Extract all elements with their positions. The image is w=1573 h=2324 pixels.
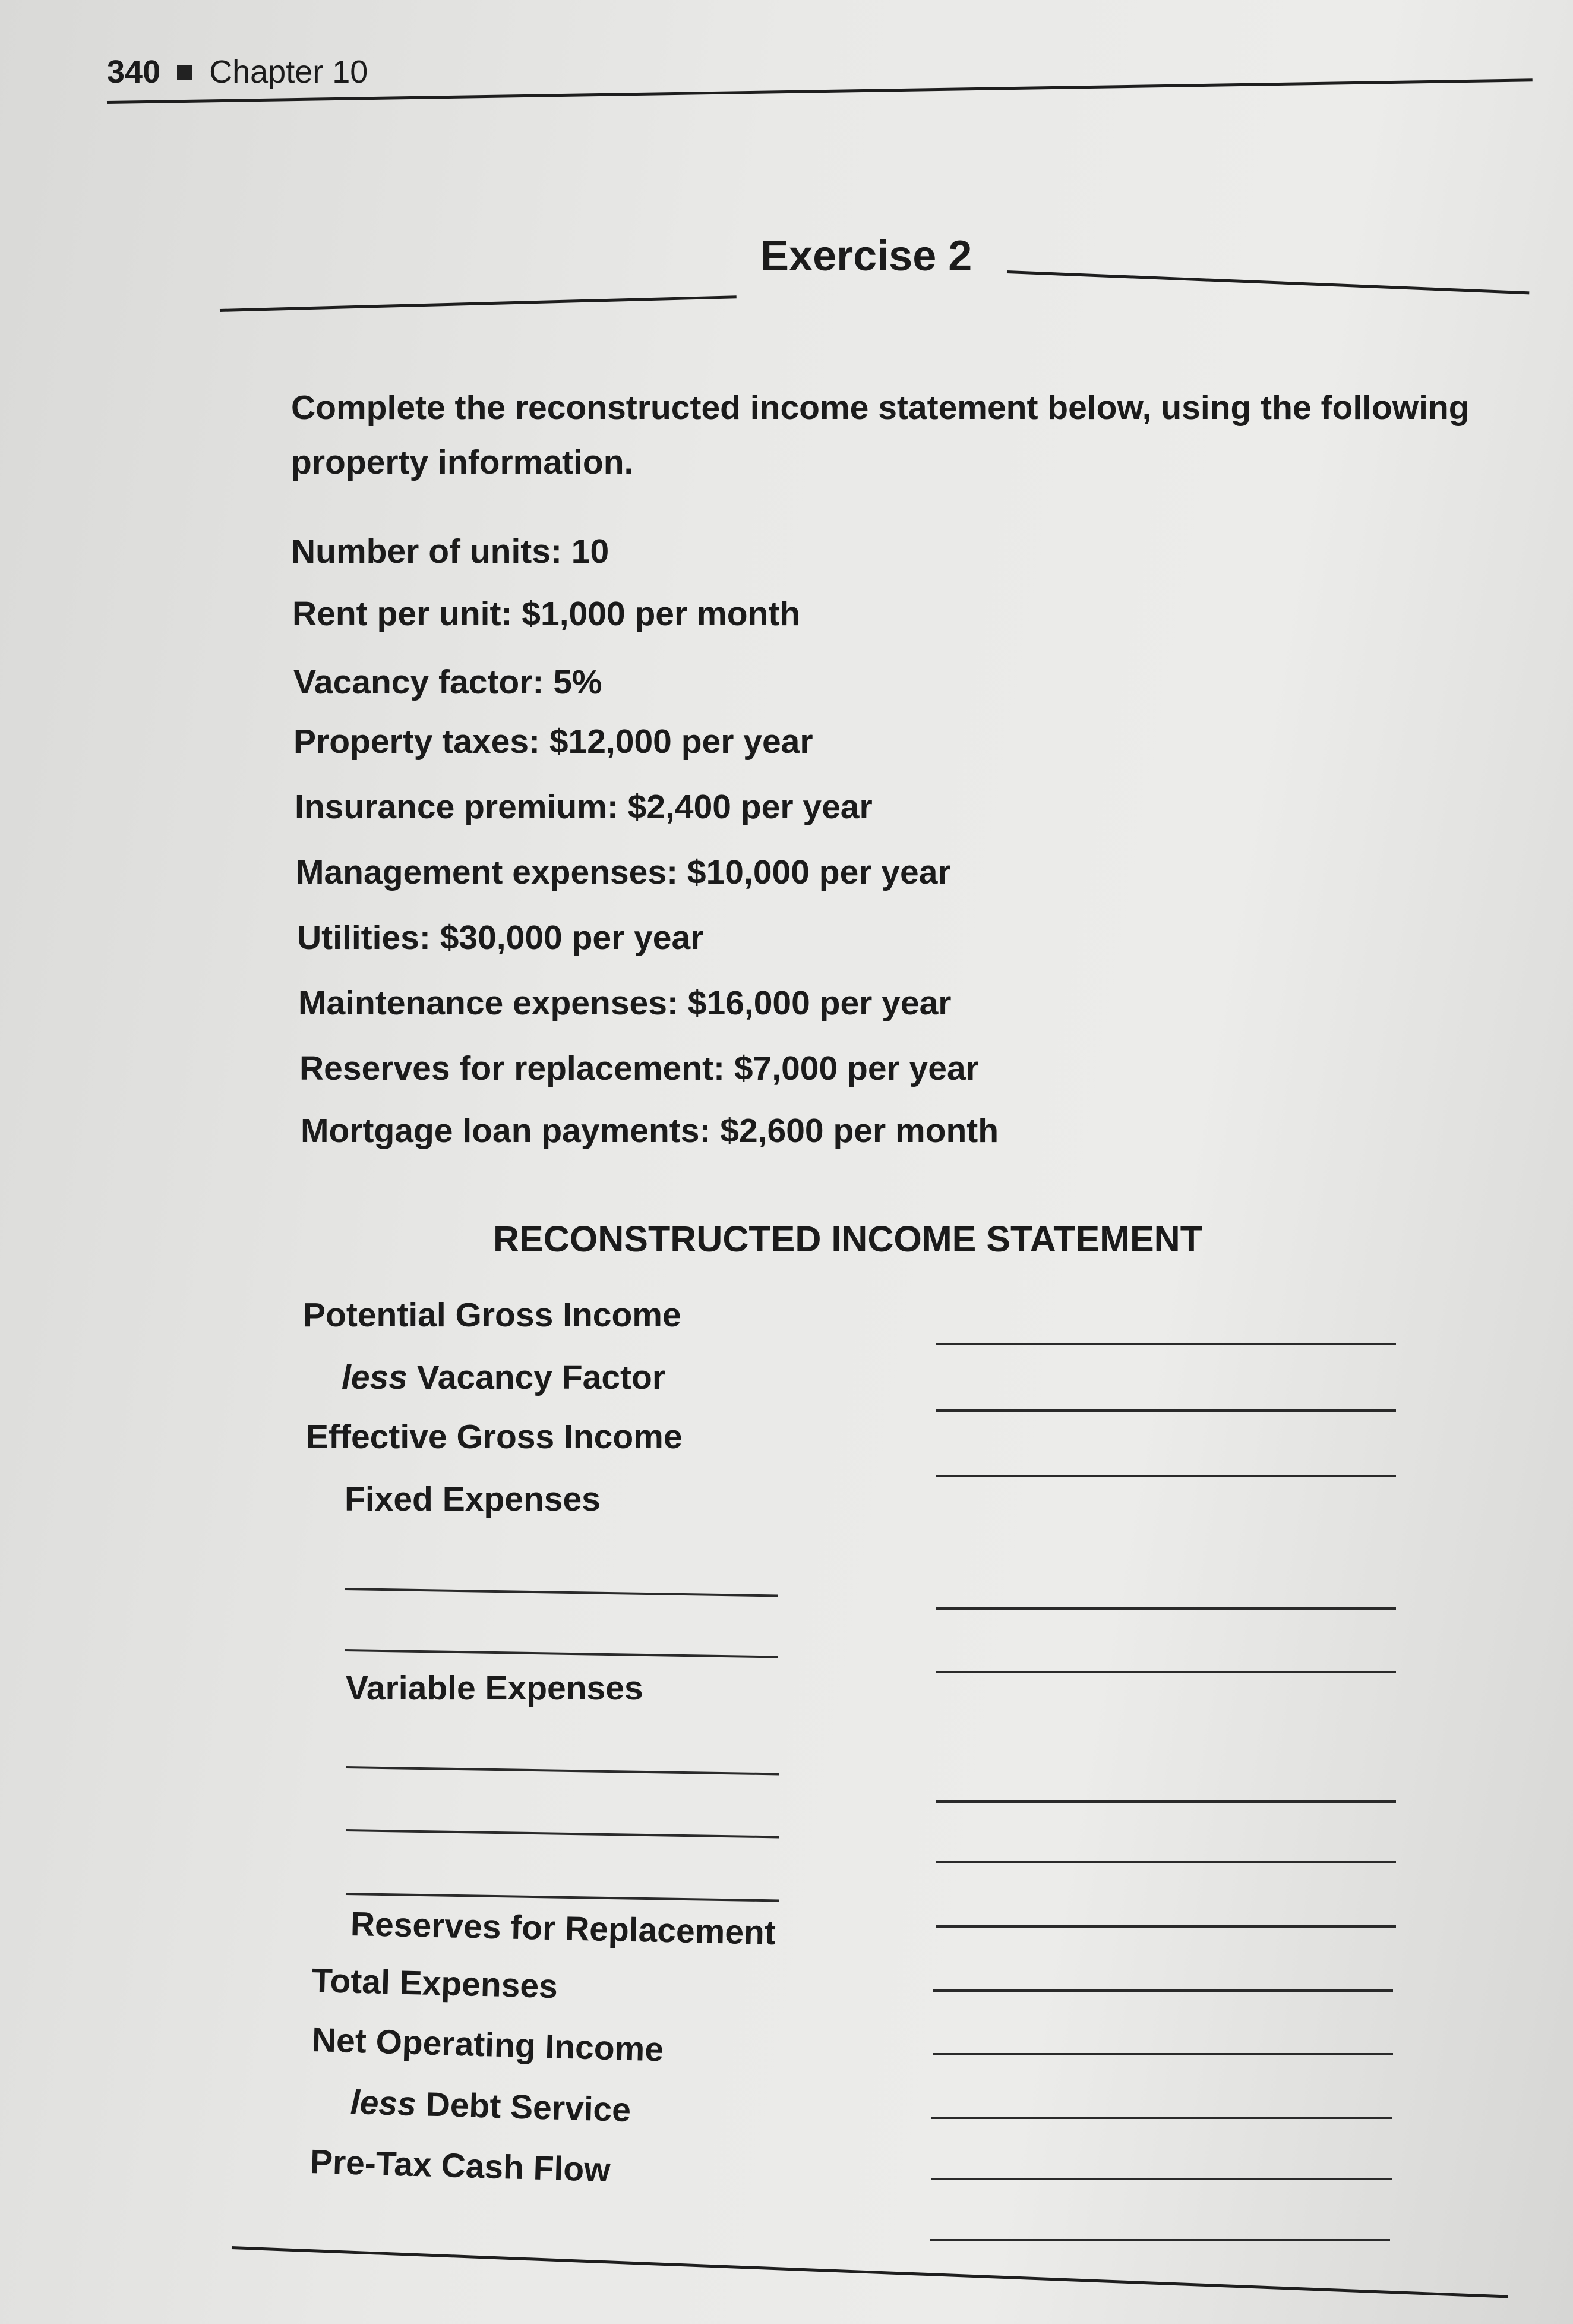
vacancy-factor-blank[interactable] (936, 1409, 1396, 1412)
property-item: Mortgage loan payments: $2,600 per month (301, 1112, 999, 1150)
fixed-expense-item-2-amount-blank[interactable] (936, 1671, 1396, 1673)
net-operating-income-blank[interactable] (931, 2117, 1392, 2119)
reserves-for-replacement-label: Reserves for Replacement (350, 1905, 776, 1952)
instructions: Complete the reconstructed income statement below, using the following property information. (291, 389, 1470, 481)
exercise-title: Exercise 2 (760, 232, 972, 280)
property-item: Number of units: 10 (291, 532, 609, 570)
effective-gross-income-label: Effective Gross Income (306, 1418, 683, 1456)
pre-tax-cash-flow-label: Pre-Tax Cash Flow (309, 2143, 611, 2190)
square-bullet-icon (177, 65, 192, 80)
net-operating-income-label: Net Operating Income (311, 2021, 664, 2069)
fixed-expenses-label: Fixed Expenses (345, 1480, 601, 1518)
property-item: Reserves for replacement: $7,000 per year (299, 1049, 979, 1087)
debt-service-blank[interactable] (931, 2178, 1392, 2180)
fixed-expense-item-1-amount-blank[interactable] (936, 1607, 1396, 1610)
title-rule-left (220, 295, 737, 312)
potential-gross-income-blank[interactable] (936, 1343, 1396, 1345)
page-number: 340 (107, 54, 161, 90)
vacancy-factor-label (342, 1358, 665, 1397)
vacancy-factor-text: Vacancy Factor (416, 1358, 666, 1396)
potential-gross-income-label: Potential Gross Income (303, 1296, 681, 1334)
variable-expense-item-3-amount-blank[interactable] (936, 1925, 1396, 1928)
variable-expenses-label: Variable Expenses (346, 1669, 643, 1707)
property-item: Management expenses: $10,000 per year (296, 853, 951, 891)
less-word: less (350, 2083, 417, 2124)
property-item: Vacancy factor: 5% (293, 663, 602, 701)
variable-expense-item-2-amount-blank[interactable] (936, 1861, 1396, 1863)
property-item: Property taxes: $12,000 per year (293, 723, 813, 761)
variable-expense-item-3-blank[interactable] (346, 1893, 779, 1902)
statement-title: RECONSTRUCTED INCOME STATEMENT (493, 1219, 1202, 1259)
reserves-for-replacement-blank[interactable] (933, 1989, 1393, 1992)
property-item: Utilities: $30,000 per year (297, 919, 704, 957)
variable-expense-item-1-amount-blank[interactable] (936, 1800, 1396, 1803)
property-item: Maintenance expenses: $16,000 per year (298, 984, 952, 1022)
pre-tax-cash-flow-blank[interactable] (930, 2239, 1390, 2241)
property-item: Rent per unit: $1,000 per month (292, 595, 801, 633)
debt-service-label (350, 2083, 631, 2130)
total-expenses-label: Total Expenses (311, 1962, 558, 2006)
fixed-expense-item-2-blank[interactable] (345, 1649, 778, 1658)
fixed-expense-item-1-blank[interactable] (345, 1588, 778, 1597)
less-word: less (342, 1358, 408, 1396)
property-item: Insurance premium: $2,400 per year (295, 788, 873, 826)
debt-service-text: Debt Service (425, 2085, 631, 2130)
footer-rule (232, 2246, 1508, 2298)
variable-expense-item-2-blank[interactable] (346, 1829, 779, 1838)
total-expenses-blank[interactable] (933, 2053, 1393, 2055)
running-head (107, 53, 368, 90)
effective-gross-income-blank[interactable] (936, 1475, 1396, 1477)
title-rule-right (1007, 270, 1529, 294)
variable-expense-item-1-blank[interactable] (346, 1766, 779, 1775)
chapter-label: Chapter 10 (209, 54, 368, 90)
